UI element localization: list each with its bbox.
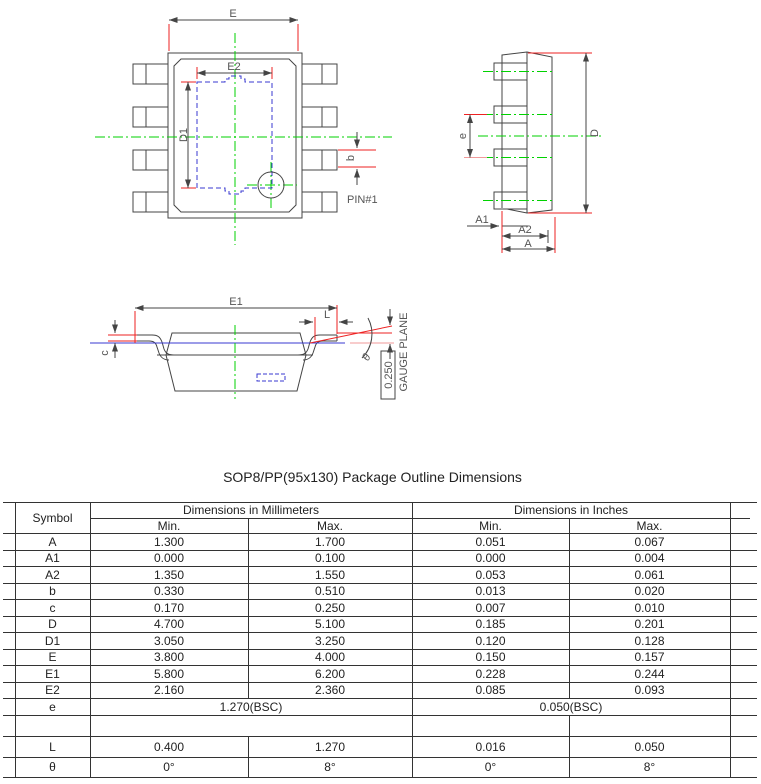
table-cell: 0.050 — [634, 739, 665, 754]
table-cell: 3.250 — [314, 633, 346, 648]
table-cell: D — [48, 617, 57, 631]
table-cell: 0.400 — [153, 739, 185, 754]
table-cell: 0.050(BSC) — [539, 699, 603, 714]
table-cell: b — [49, 584, 56, 598]
table-cell: 1.300 — [153, 534, 185, 549]
table-cell: 4.000 — [314, 650, 346, 664]
table-cell: 0.067 — [634, 534, 665, 549]
table-header-mm-group: Dimensions in Millimeters — [182, 503, 320, 517]
table-cell: 0.020 — [634, 584, 665, 598]
table-cell: 4.700 — [153, 617, 185, 631]
dim-label-d1: D1 — [178, 127, 190, 143]
table-cell: D1 — [44, 633, 61, 648]
dim-label-e-pitch: e — [457, 132, 469, 140]
table-cell: 0.010 — [634, 600, 665, 615]
table-cell: 3.800 — [153, 650, 185, 664]
table-cell: 0.510 — [314, 584, 346, 598]
table-cell: c — [49, 600, 56, 615]
table-cell: 0.120 — [475, 633, 506, 648]
table-cell: 0.150 — [475, 650, 506, 664]
table-cell: 1.700 — [314, 534, 346, 549]
table-cell: 0.053 — [475, 567, 506, 582]
table-cell: 0.244 — [634, 666, 665, 681]
table-cell: 0.100 — [314, 551, 346, 565]
table-cell: A2 — [45, 567, 60, 582]
dim-label-theta: θ — [360, 351, 374, 364]
dim-label-d: D — [589, 129, 601, 137]
table-header-in-min: Min. — [479, 518, 502, 533]
table-cell: A — [48, 534, 57, 549]
table-cell: 0.170 — [153, 600, 185, 615]
table-cell: 0.004 — [634, 551, 665, 565]
table-cell: 0.157 — [634, 650, 665, 664]
table-cell: 0.228 — [475, 666, 506, 681]
table-cell: 0° — [484, 760, 497, 774]
leads-right — [302, 64, 337, 212]
table-line — [730, 502, 731, 777]
dim-label-c: c — [99, 350, 111, 356]
table-cell: 0.007 — [475, 600, 506, 615]
table-cell: L — [49, 739, 56, 754]
dim-label-e1: E1 — [229, 296, 243, 308]
dim-label-b: b — [345, 154, 357, 162]
table-cell: 8° — [643, 760, 656, 774]
table-cell: 0.085 — [475, 683, 506, 697]
table-header-in-max: Max. — [636, 518, 663, 533]
table-cell: 1.550 — [314, 567, 346, 582]
front-body-outline — [166, 333, 306, 391]
dim-label-e2: E2 — [227, 61, 241, 73]
table-cell: 1.350 — [153, 567, 185, 582]
dim-label-e: E — [229, 8, 237, 20]
table-cell: 0.051 — [475, 534, 506, 549]
leads-left — [133, 64, 168, 212]
gauge-plane-label: GAUGE PLANE — [398, 312, 410, 392]
table-line — [3, 777, 757, 778]
table-cell: 0.201 — [634, 617, 665, 631]
table-cell: A1 — [45, 551, 60, 565]
dim-b — [338, 132, 376, 185]
table-cell: 0.000 — [475, 551, 506, 565]
table-cell: 0.330 — [153, 584, 185, 598]
table-cell: 0.000 — [153, 551, 185, 565]
table-cell: 0.093 — [634, 683, 665, 697]
table-cell: 0.250 — [314, 600, 346, 615]
page-title: SOP8/PP(95x130) Package Outline Dimensions — [223, 469, 522, 485]
table-cell: 0.061 — [634, 567, 665, 582]
table-cell: 2.160 — [153, 683, 185, 697]
table-cell: 2.360 — [314, 683, 346, 697]
table-header-mm-max: Max. — [316, 518, 343, 533]
table-line — [3, 715, 757, 716]
front-view — [90, 296, 410, 399]
table-cell: 8° — [324, 760, 336, 774]
table-cell: 1.270(BSC) — [219, 699, 283, 714]
pad-hidden-outline — [257, 374, 285, 381]
table-cell: e — [49, 699, 56, 714]
dim-label-l: L — [323, 309, 331, 321]
table-cell: 3.050 — [153, 633, 185, 648]
table-cell: 0.013 — [475, 584, 506, 598]
dim-c — [108, 320, 137, 358]
table-cell: 5.100 — [314, 617, 346, 631]
table-cell: E — [48, 650, 57, 664]
table-header-mm-min: Min. — [157, 518, 181, 533]
table-cell: 1.270 — [314, 739, 346, 754]
table-cell: 0.185 — [475, 617, 506, 631]
table-cell: E2 — [45, 683, 60, 697]
table-header-symbol: Symbol — [32, 510, 73, 525]
table-cell: 0.016 — [475, 739, 506, 754]
table-cell: E1 — [45, 666, 60, 681]
gauge-offset-value: 0.250 — [383, 361, 395, 389]
dim-e1 — [135, 305, 337, 343]
dim-label-a: A — [524, 238, 532, 250]
table-cell: 6.200 — [314, 666, 346, 681]
side-view — [457, 52, 602, 253]
table-cell: 0° — [163, 760, 175, 774]
dim-label-a1: A1 — [475, 214, 489, 226]
pin1-label: PIN#1 — [347, 194, 378, 206]
table-cell: 0.128 — [634, 633, 665, 648]
top-view — [95, 8, 392, 245]
table-cell: θ — [49, 760, 56, 774]
table-cell: 5.800 — [153, 666, 185, 681]
dim-e — [169, 20, 298, 51]
dim-label-a2: A2 — [518, 224, 532, 236]
table-header-in-group: Dimensions in Inches — [513, 503, 629, 517]
